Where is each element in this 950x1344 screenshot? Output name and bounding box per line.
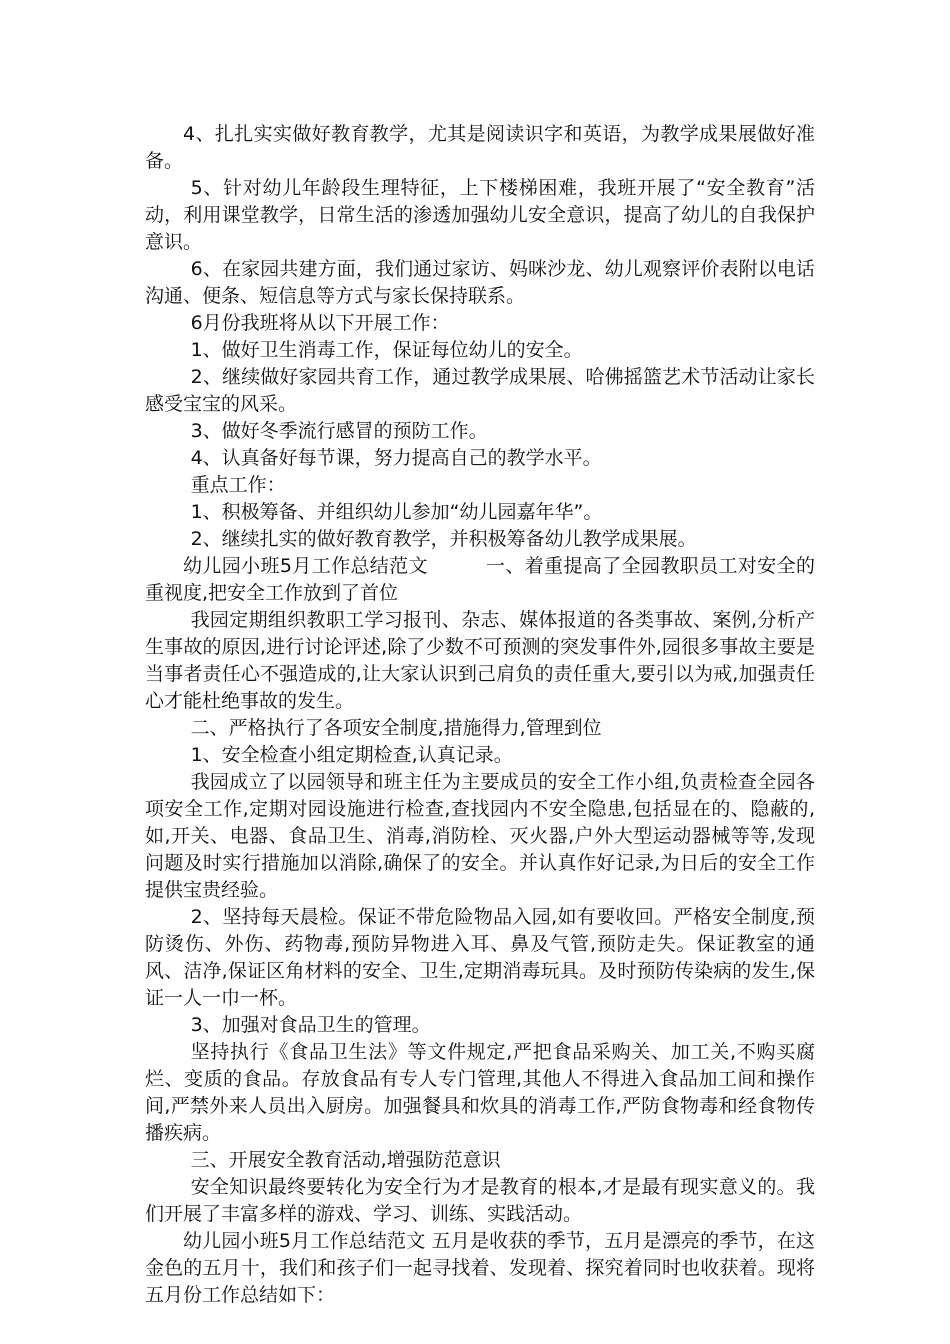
paragraph: 5、针对幼儿年龄段生理特征，上下楼梯困难，我班开展了“安全教育”活动，利用课堂教学，日常生活的渗透加强幼儿安全意识，提高了幼儿的自我保护意识。 xyxy=(145,177,815,253)
paragraph: 6月份我班将从以下开展工作： xyxy=(190,312,450,334)
paragraph: 幼儿园小班5月工作总结范文 五月是收获的季节，五月是漂亮的季节，在这金色的五月十，我们和孩子们一起寻找着、发现着、探究着同时也收获着。现将五月份工作总结如下： xyxy=(145,1230,815,1306)
paragraph: 二、严格执行了各项安全制度,措施得力,管理到位 xyxy=(190,717,602,739)
paragraph: 1、做好卫生消毒工作，保证每位幼儿的安全。 xyxy=(190,339,583,361)
paragraph: 三、开展安全教育活动,增强防范意识 xyxy=(190,1149,501,1171)
paragraph: 2、继续扎实的做好教育教学，并积极筹备幼儿教学成果展。 xyxy=(190,528,697,550)
paragraph: 重点工作： xyxy=(190,474,286,496)
paragraph: 我园定期组织教职工学习报刊、杂志、媒体报道的各类事故、案例,分析产生事故的原因,进行讨论评述,除了少数不可预测的突发事件外,园很多事故主要是当事者责任心不强造成的,让大家认识到己肩负的责任重大,要引以为戒,加强责任心才能杜绝事故的发生。 xyxy=(145,609,815,712)
paragraph: 1、积极筹备、并组织幼儿参加“幼儿园嘉年华”。 xyxy=(190,501,603,523)
paragraph: 2、坚持每天晨检。保证不带危险物品入园,如有要收回。严格安全制度,预防烫伤、外伤、药物毒,预防异物进入耳、鼻及气管,预防走失。保证教室的通风、洁净,保证区角材料的安全、卫生,定期消毒玩具。及时预防传染病的发生,保证一人一巾一杯。 xyxy=(145,906,815,1009)
paragraph: 2、继续做好家园共育工作，通过教学成果展、哈佛摇篮艺术节活动让家长感受宝宝的风采。 xyxy=(145,366,815,415)
document-body xyxy=(145,121,815,1309)
paragraph: 3、加强对食品卫生的管理。 xyxy=(190,1014,431,1036)
paragraph: 我园成立了以园领导和班主任为主要成员的安全工作小组,负责检查全园各项安全工作,定期对园设施进行检查,查找园内不安全隐患,包括显在的、隐蔽的,如,开关、电器、食品卫生、消毒,消防栓、灭火器,户外大型运动器械等等,发现问题及时实行措施加以消除,确保了的安全。并认真作好记录,为日后的安全工作提供宝贵经验。 xyxy=(145,771,815,901)
paragraph: 安全知识最终要转化为安全行为才是教育的根本,才是最有现实意义的。我们开展了丰富多样的游戏、学习、训练、实践活动。 xyxy=(145,1176,815,1225)
paragraph: 6、在家园共建方面，我们通过家访、妈咪沙龙、幼儿观察评价表附以电话沟通、便条、短信息等方式与家长保持联系。 xyxy=(145,258,815,307)
paragraph: 坚持执行《食品卫生法》等文件规定,严把食品采购关、加工关,不购买腐烂、变质的食品。存放食品有专人专门管理,其他人不得进入食品加工间和操作间,严禁外来人员出入厨房。加强餐具和炊具的消毒工作,严防食物毒和经食物传播疾病。 xyxy=(145,1041,815,1144)
paragraph: 4、扎扎实实做好教育教学，尤其是阅读识字和英语，为教学成果展做好准备。 xyxy=(145,123,815,172)
paragraph: 1、安全检查小组定期检查,认真记录。 xyxy=(190,744,513,766)
paragraph: 4、认真备好每节课，努力提高自己的教学水平。 xyxy=(190,447,602,469)
paragraph: 3、做好冬季流行感冒的预防工作。 xyxy=(190,420,488,442)
paragraph: 幼儿园小班5月工作总结范文 一、着重提高了全园教职员工对安全的重视度,把安全工作放到了首位 xyxy=(145,555,815,604)
